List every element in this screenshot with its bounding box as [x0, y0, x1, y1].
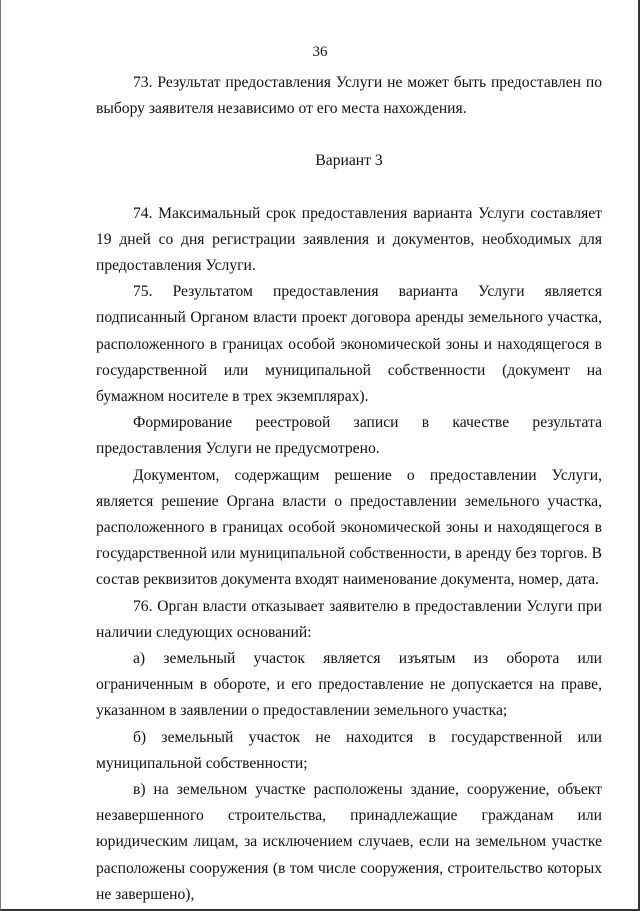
section-heading-variant-3: Вариант 3 [315, 152, 383, 170]
list-item-b: б) земельный участок не находится в государственной или муниципальной собственности; [96, 728, 602, 772]
document-body [96, 70, 602, 908]
paragraph-73: 73. Результат предоставления Услуги не может быть предоставлен по выбору заявителя независимо от его места нахождения. [96, 74, 602, 118]
paragraph-74: 74. Максимальный срок предоставления варианта Услуги составляет 19 дней со дня регистрации заявления и документов, необходимых для предоставления Услуги. [96, 204, 602, 275]
list-item-v: в) на земельном участке расположены здание, сооружение, объект незавершенного строительства, принадлежащие гражданам или юридическим лицам, за исключением случаев, если на земельном участке расположены сооружения (в том числе сооружения, строительство которых не завершено), [96, 781, 602, 903]
page-number: 36 [312, 44, 328, 60]
paragraph-75: 75. Результатом предоставления варианта Услуги является подписанный Органом власти проект договора аренды земельного участка, расположенного в границах особой экономической зоны и находящегося в государственной или муниципальной собственности (документ на бумажном носителе в трех экземплярах). [96, 283, 602, 406]
list-item-a: а) земельный участок является изъятым из оборота или ограниченным в обороте, и его предоставление не допускается на праве, указанном в заявлении о предоставлении земельного участка; [96, 650, 602, 720]
paragraph-registry-record: Формирование реестровой записи в качестве результата предоставления Услуги не предусмотрено. [96, 414, 602, 458]
paragraph-76: 76. Орган власти отказывает заявителю в предоставлении Услуги при наличии следующих оснований: [96, 597, 602, 641]
paragraph-decision-document: Документом, содержащим решение о предоставлении Услуги, является решение Органа власти о предоставлении земельного участка, расположенного в границах особой экономической зоны и находящегося в государственной или муниципальной собственности, в аренду без торгов. В состав реквизитов документа входят наименование документа, номер, дата. [96, 466, 602, 589]
